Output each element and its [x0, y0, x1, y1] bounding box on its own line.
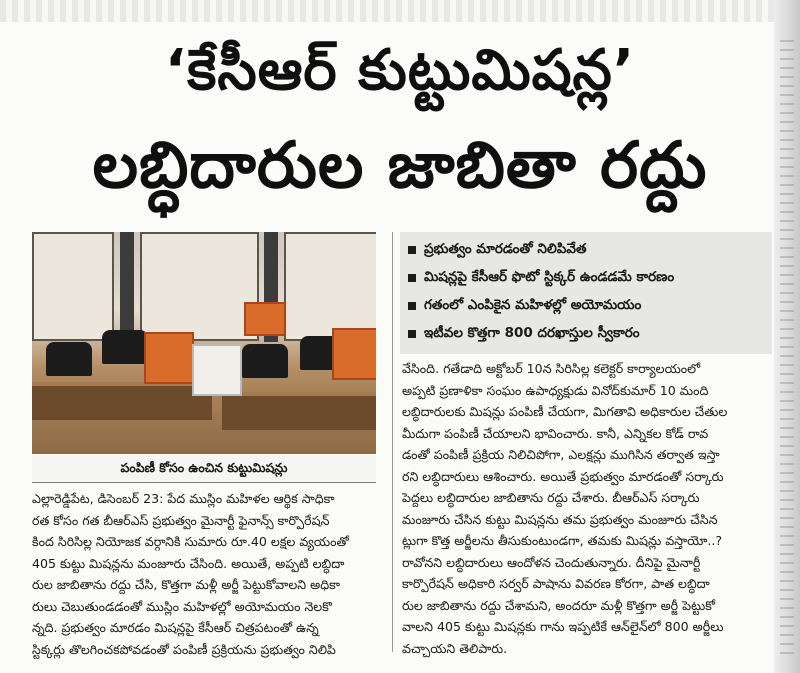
- caption-divider: [32, 482, 376, 483]
- highlight-item: ఇటీవల కొత్తగా 800 దరఖాస్తుల స్వీకారం: [408, 320, 764, 348]
- headline-line-1: ‘కేసీఆర్ కుట్టుమిషన్ల’: [164, 38, 636, 103]
- article-line: న్నది. ప్రభుత్వం మారడం మిషన్లపై కేసీఆర్ చిత్రపటంతో ఉన్న: [32, 620, 319, 635]
- article-line: అప్పటి ప్రణాళికా సంఘం ఉపాధ్యక్షుడు వినోద్‌కుమార్ 10 మంది: [402, 382, 709, 398]
- photo-window-left: [32, 232, 114, 341]
- article-line: రావోనని లబ్ధిదారులు ఆందోళన చెందుతున్నారు. దీనిపై మైనార్టీ: [402, 554, 701, 570]
- bullet-square-icon: [408, 302, 416, 310]
- article-line: కింద సిరిసిల్ల నియోజక వర్గానికి సుమారు రూ.40 లక్షల వ్యయంతో: [32, 534, 349, 549]
- bullet-square-icon: [408, 246, 416, 254]
- article-line: డంతో పంపిణీ ప్రక్రియ నిలిచిపోగా, ఎలక్షన్లు ముగిసిన తర్వాత ఇస్తా: [402, 447, 720, 462]
- article-line: వాలని 405 కుట్టు మిషన్లకు గాను ఇప్పటికే ఆన్‌లైన్‌లో 800 అర్జీలు: [402, 619, 724, 634]
- article-line: రత కోసం గత బీఆర్ఎస్ ప్రభుత్వం మైనార్టీ ఫైనాన్స్ కార్పొరేషన్: [32, 512, 330, 528]
- edge-text-marks: [780, 40, 794, 660]
- photo-window-right: [284, 232, 376, 341]
- machine-box: [332, 328, 376, 380]
- machine-box: [144, 332, 194, 384]
- photo-pillar: [120, 232, 134, 342]
- article-line: వచ్చాయని తెలిపారు.: [402, 640, 508, 656]
- article-line: 405 కుట్టు మిషన్లను మంజూరు చేసింది. అయితే, అప్పటి లబ్ధిదా: [32, 555, 345, 571]
- bullet-square-icon: [408, 274, 416, 282]
- article-line: మీదుగా పంపిణీ చేయాలని భావించారు. కానీ, ఎన్నికల కోడ్ రావ: [402, 425, 709, 441]
- column-divider: [392, 232, 393, 652]
- article-line: ఎల్లారెడ్డిపేట, డిసెంబర్ 23: పేద ముస్లిం మహిళల ఆర్థిక సాధికా: [32, 491, 335, 506]
- bullet-square-icon: [408, 330, 416, 338]
- photo-table-right: [222, 392, 376, 430]
- article-line: మంజూరు చేసిన కుట్టు మిషన్లను తమ ప్రభుత్వం మంజూరు చేసిన: [402, 511, 718, 527]
- sewing-machine: [102, 330, 148, 364]
- clipping-top-edge: [0, 0, 800, 22]
- photo-caption: పంపిణీ కోసం ఉంచిన కుట్టుమిషన్లు: [32, 455, 376, 481]
- article-line: ట్లుగా కొత్త అర్జీలను తీసుకుంటుండగా, తమకు మిషన్లు వస్తాయో..?: [402, 533, 723, 548]
- sewing-machine: [46, 342, 92, 376]
- article-column-left: [32, 488, 380, 660]
- photo-table-left: [32, 382, 212, 420]
- article-line: కార్పొరేషన్ అధికారి సర్వర్ పాషాను వివరణ కోరగా, పాత లబ్ధిదా: [402, 576, 710, 591]
- news-photo-sewing-machines: [32, 232, 376, 454]
- machine-box: [244, 302, 286, 336]
- article-line: పెద్దలు లబ్ధిదారుల జాబితాను రద్దు చేశారు. బీఆర్ఎస్ సర్కారు: [402, 490, 700, 505]
- highlights-box: [400, 232, 772, 354]
- article-line: రుల జాబితాను రద్దు చేశామని, అందరూ మళ్లీ కొత్తగా అర్జీ పెట్టుకో: [402, 597, 715, 613]
- article-line: రులు చెబుతుండడంతో ముస్లిం మహిళల్లో అయోమయం నెలకొ: [32, 598, 332, 614]
- article-line: రని లబ్ధిదారులు ఆశించారు. అయితే ప్రభుత్వం మారడంతో సర్కారు: [402, 468, 724, 484]
- article-column-right: [402, 358, 776, 659]
- article-line: స్టిక్కర్లు తొలగించకపోవడంతో పంపిణీ ప్రక్రియను ప్రభుత్వం నిలిపి: [32, 641, 336, 657]
- machine-box: [192, 344, 242, 396]
- sewing-machine: [242, 344, 288, 378]
- article-line: లబ్ధిదారులకు మిషన్లు పంపిణీ చేయగా, మిగతావి అధికారుల చేతుల: [402, 404, 728, 419]
- photo-window-center: [140, 232, 259, 341]
- highlight-item: గతంలో ఎంపికైన మహిళల్లో అయోమయం: [408, 292, 764, 320]
- article-line: రుల జాబితాను రద్దు చేసి, కొత్తగా మళ్లీ అర్జీ పెట్టుకోవాలని అధికా: [32, 577, 341, 592]
- highlight-item: ప్రభుత్వం మారడంతో నిలిపివేత: [408, 236, 764, 264]
- headline-line-2: లబ్ధిదారుల జాబితా రద్దు: [92, 129, 708, 203]
- highlight-item: మిషన్లపై కేసీఆర్ ఫొటో స్టిక్కర్ ఉండడమే కారణం: [408, 264, 764, 292]
- article-line: వేసింది. గతేడాది అక్టోబర్ 10న సిరిసిల్ల కలెక్టర్ కార్యాలయంలో: [402, 361, 701, 376]
